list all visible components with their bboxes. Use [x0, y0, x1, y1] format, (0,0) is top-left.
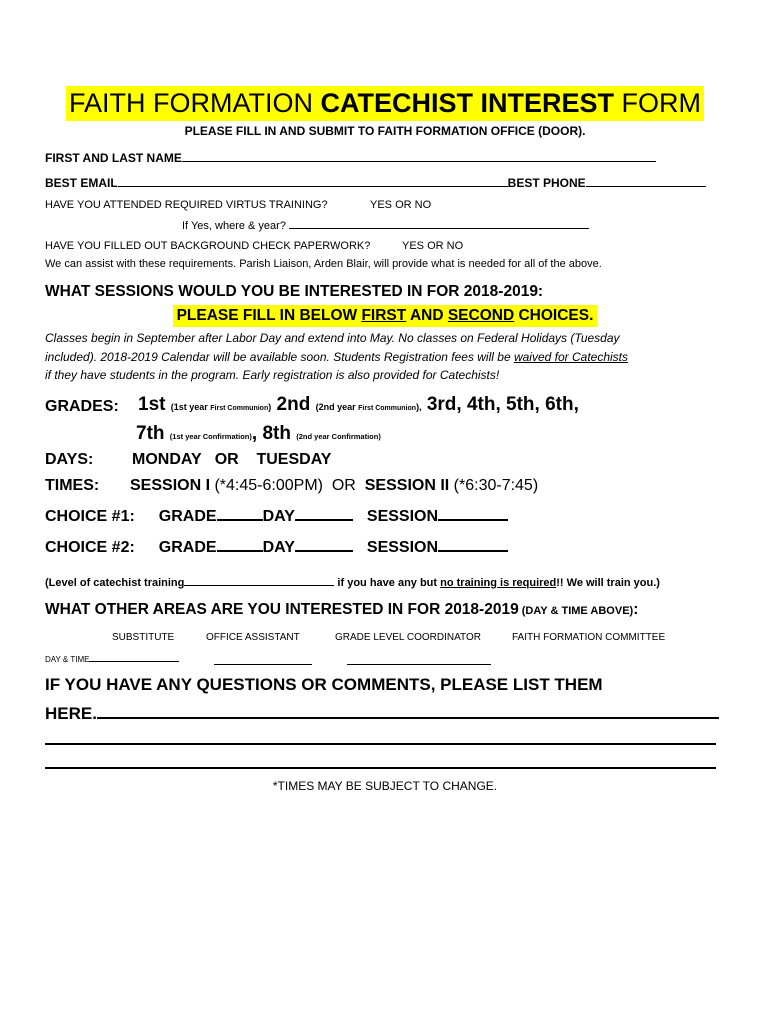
training-row: [45, 574, 660, 589]
choice-1-session-label: SESSION: [366, 508, 439, 525]
choice-1-session-field[interactable]: [438, 519, 508, 521]
training-text-c: no training is required: [440, 577, 557, 589]
choice-2-session-label: SESSION: [366, 539, 439, 556]
choice-1-day-field[interactable]: [295, 519, 353, 521]
area-substitute[interactable]: SUBSTITUTE: [112, 632, 175, 643]
sub-first: FIRST: [361, 307, 407, 324]
other-heading-note: (DAY & TIME ABOVE): [518, 605, 634, 617]
day-time-field-1[interactable]: [89, 652, 179, 662]
other-areas-heading: [45, 601, 638, 619]
grade-1st: 1st: [138, 394, 166, 415]
grade-1st-note-b: First Communion: [210, 405, 269, 412]
grade-1st-note-c: ): [268, 402, 272, 412]
sub-and: AND: [406, 307, 448, 324]
day-time-label: DAY & TIME: [45, 655, 90, 664]
name-field[interactable]: [182, 149, 656, 162]
choice-1-grade-field[interactable]: [217, 519, 263, 521]
comments-line-1[interactable]: [97, 701, 719, 719]
if-yes-label: If Yes, where & year?: [182, 220, 286, 232]
title-part-1: FAITH FORMATION: [68, 88, 321, 118]
sub-part-a: PLEASE FILL IN BELOW: [176, 307, 362, 324]
background-question: HAVE YOU FILLED OUT BACKGROUND CHECK PAPERWORK?: [45, 240, 371, 252]
sessions-subheading-highlight: [173, 305, 598, 327]
choice-2-label: CHOICE #2:: [45, 539, 135, 556]
questions-heading: IF YOU HAVE ANY QUESTIONS OR COMMENTS, PLEASE LIST THEM: [45, 675, 603, 694]
comments-line-3[interactable]: [45, 747, 716, 769]
info-line-3: if they have students in the program. Early registration is also provided for Catechists!: [45, 368, 500, 382]
grade-2nd-note: [316, 402, 422, 412]
footer-note: *TIMES MAY BE SUBJECT TO CHANGE.: [272, 779, 498, 793]
title-part-3: FORM: [614, 88, 701, 118]
sub-second: SECOND: [447, 307, 515, 324]
if-yes-field[interactable]: [289, 217, 589, 229]
training-label: (Level of catechist training: [45, 577, 185, 589]
email-field[interactable]: [118, 174, 508, 187]
day-time-row: [45, 652, 179, 664]
choice-1-day-label: DAY: [262, 508, 295, 525]
sessions-subheading: [0, 305, 770, 327]
grade-2nd-note-a: (2nd year: [315, 402, 359, 412]
choice-2-session-field[interactable]: [438, 550, 508, 552]
choice-2-grade-field[interactable]: [217, 550, 263, 552]
grade-2nd-note-c: ),: [416, 402, 422, 412]
questions-row-1: [45, 701, 719, 724]
grades-rest: 3rd, 4th, 5th, 6th,: [426, 394, 579, 415]
other-heading-colon: :: [633, 601, 639, 618]
choice-1-label: CHOICE #1:: [45, 508, 135, 525]
grades-row-2: [136, 423, 381, 445]
day-time-field-2-wrap: [214, 652, 312, 670]
session-2-time: (*6:30-7:45): [449, 477, 539, 494]
info-line-1: Classes begin in September after Labor Day and extend into May. No classes on Federal Holidays (Tuesday: [45, 331, 620, 345]
choice-2-day-label: DAY: [262, 539, 295, 556]
grade-7th-note: (1st year Confirmation): [169, 432, 252, 441]
title-highlight: [66, 86, 704, 121]
session-1-time: (*4:45-6:00PM) OR: [210, 477, 365, 494]
day-time-field-3[interactable]: [347, 655, 491, 665]
days-label: DAYS:: [45, 451, 94, 468]
choice-2-day-field[interactable]: [295, 550, 353, 552]
virtus-if-yes-row: [182, 217, 589, 232]
day-time-field-2[interactable]: [214, 655, 312, 665]
comments-line-2-wrap: [45, 723, 716, 745]
area-faith-formation-committee[interactable]: FAITH FORMATION COMMITTEE: [512, 632, 666, 643]
background-options[interactable]: YES OR NO: [402, 240, 464, 252]
comments-line-2[interactable]: [45, 723, 716, 745]
name-label: FIRST AND LAST NAME: [45, 151, 182, 165]
grade-8th-note: (2nd year Confirmation): [296, 432, 381, 441]
session-1: SESSION I: [130, 477, 211, 494]
grade-1st-note: [171, 402, 271, 412]
training-text-b: if you have any but: [334, 577, 441, 589]
area-grade-level-coordinator[interactable]: GRADE LEVEL COORDINATOR: [335, 632, 481, 643]
choice-2-row: [45, 539, 508, 557]
info-line-2: [45, 350, 628, 364]
days-value: MONDAY OR TUESDAY: [132, 451, 332, 468]
area-office-assistant[interactable]: OFFICE ASSISTANT: [206, 632, 300, 643]
grade-8th: 8th: [262, 423, 291, 444]
grades-label: GRADES:: [45, 398, 119, 415]
session-2: SESSION II: [364, 477, 450, 494]
grade-2nd: 2nd: [276, 394, 311, 415]
grades-row-1: [138, 394, 579, 416]
sessions-heading: WHAT SESSIONS WOULD YOU BE INTERESTED IN FOR 2018-2019:: [45, 283, 544, 300]
grade-7th-comma: ,: [251, 423, 258, 444]
sub-choices: CHOICES.: [514, 307, 594, 324]
email-label: BEST EMAIL: [45, 176, 118, 190]
title-part-2: CATECHIST INTEREST: [320, 88, 614, 118]
training-text-d: !! We will train you.): [556, 577, 660, 589]
info-line-2b: waived for Catechists: [513, 350, 628, 364]
name-row: [45, 149, 656, 165]
virtus-options[interactable]: YES OR NO: [370, 199, 432, 211]
info-line-2a: included). 2018-2019 Calendar will be available soon. Students Registration fees will be: [45, 350, 514, 364]
grade-7th: 7th: [136, 423, 165, 444]
times-label: TIMES:: [45, 477, 100, 494]
form-title: [0, 86, 770, 121]
grade-2nd-note-b: First Communion: [358, 405, 417, 412]
contact-row: [45, 174, 706, 190]
choice-1-row: [45, 508, 508, 526]
choice-1-grade-label: GRADE: [158, 508, 217, 525]
other-heading-main: WHAT OTHER AREAS ARE YOU INTERESTED IN FOR 2018-2019: [45, 601, 519, 618]
phone-field[interactable]: [586, 174, 706, 187]
assist-note: We can assist with these requirements. Parish Liaison, Arden Blair, will provide what is needed for all of the above.: [45, 258, 602, 270]
virtus-question: HAVE YOU ATTENDED REQUIRED VIRTUS TRAINING?: [45, 199, 328, 211]
form-subtitle: PLEASE FILL IN AND SUBMIT TO FAITH FORMATION OFFICE (DOOR).: [184, 124, 586, 138]
choice-2-grade-label: GRADE: [158, 539, 217, 556]
grade-1st-note-a: (1st year: [170, 402, 211, 412]
training-field[interactable]: [184, 574, 334, 586]
day-time-field-3-wrap: [347, 652, 491, 670]
comments-line-3-wrap: [45, 747, 716, 769]
phone-label: BEST PHONE: [507, 176, 586, 190]
times-value: [130, 477, 538, 495]
questions-here: HERE.: [45, 704, 97, 723]
